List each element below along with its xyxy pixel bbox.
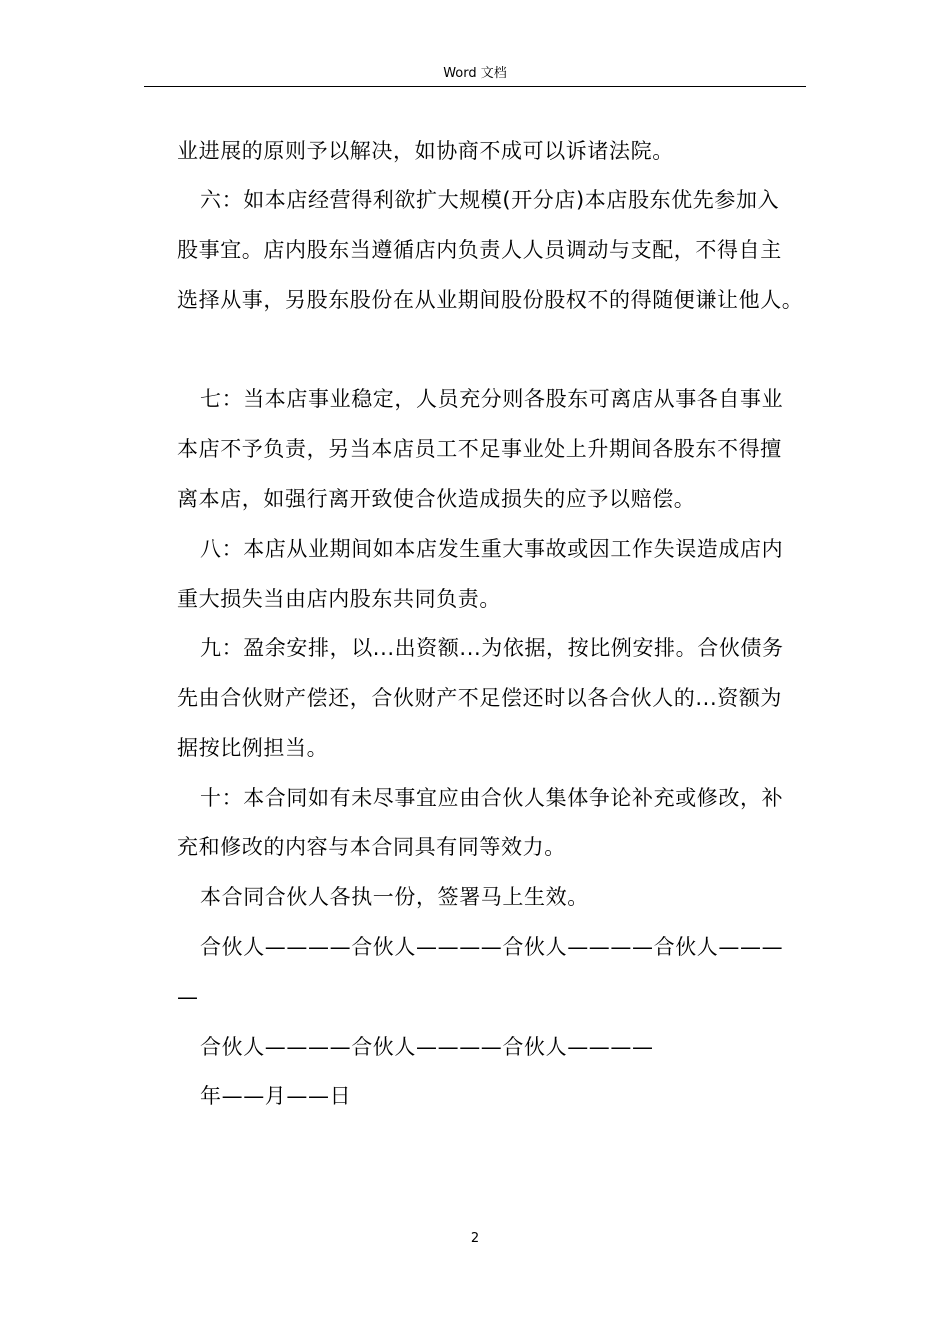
body-line: 本店不予负责，另当本店员工不足事业处上升期间各股东不得擅 [177,437,782,461]
signature-line: 合伙人————合伙人————合伙人———— [200,1035,654,1059]
clause-eight-line: 八：本店从业期间如本店发生重大事故或因工作失误造成店内 [200,537,784,561]
body-line: 据按比例担当。 [177,736,329,760]
body-line: 充和修改的内容与本合同具有同等效力。 [177,835,566,859]
document-header-title: Word 文档 [443,66,507,81]
clause-nine-line: 九：盈余安排，以...出资额...为依据，按比例安排。合伙债务 [200,636,784,660]
clause-ten-line: 十：本合同如有未尽事宜应由合伙人集体争论补充或修改，补 [200,786,784,810]
signature-line: 合伙人————合伙人————合伙人————合伙人——— [200,935,784,959]
body-line: 业进展的原则予以解决，如协商不成可以诉诸法院。 [177,139,674,163]
body-line: 选择从事，另股东股份在从业期间股份股权不的得随便谦让他人。 [177,288,804,312]
signature-line-continuation: — [177,985,199,1009]
body-line: 股事宜。店内股东当遵循店内负责人人员调动与支配，不得自主 [177,238,782,262]
header-divider [144,86,806,87]
date-line: 年——月——日 [200,1084,352,1108]
clause-seven-line: 七：当本店事业稳定，人员充分则各股东可离店从事各自事业 [200,387,784,411]
body-line: 重大损失当由店内股东共同负责。 [177,587,501,611]
clause-six-line: 六：如本店经营得利欲扩大规模(开分店)本店股东优先参加入 [200,188,780,212]
effective-clause-line: 本合同合伙人各执一份，签署马上生效。 [200,885,589,909]
body-line: 先由合伙财产偿还，合伙财产不足偿还时以各合伙人的...资额为 [177,686,783,710]
body-line: 离本店，如强行离开致使合伙造成损失的应予以赔偿。 [177,487,696,511]
page-number: 2 [470,1231,480,1246]
